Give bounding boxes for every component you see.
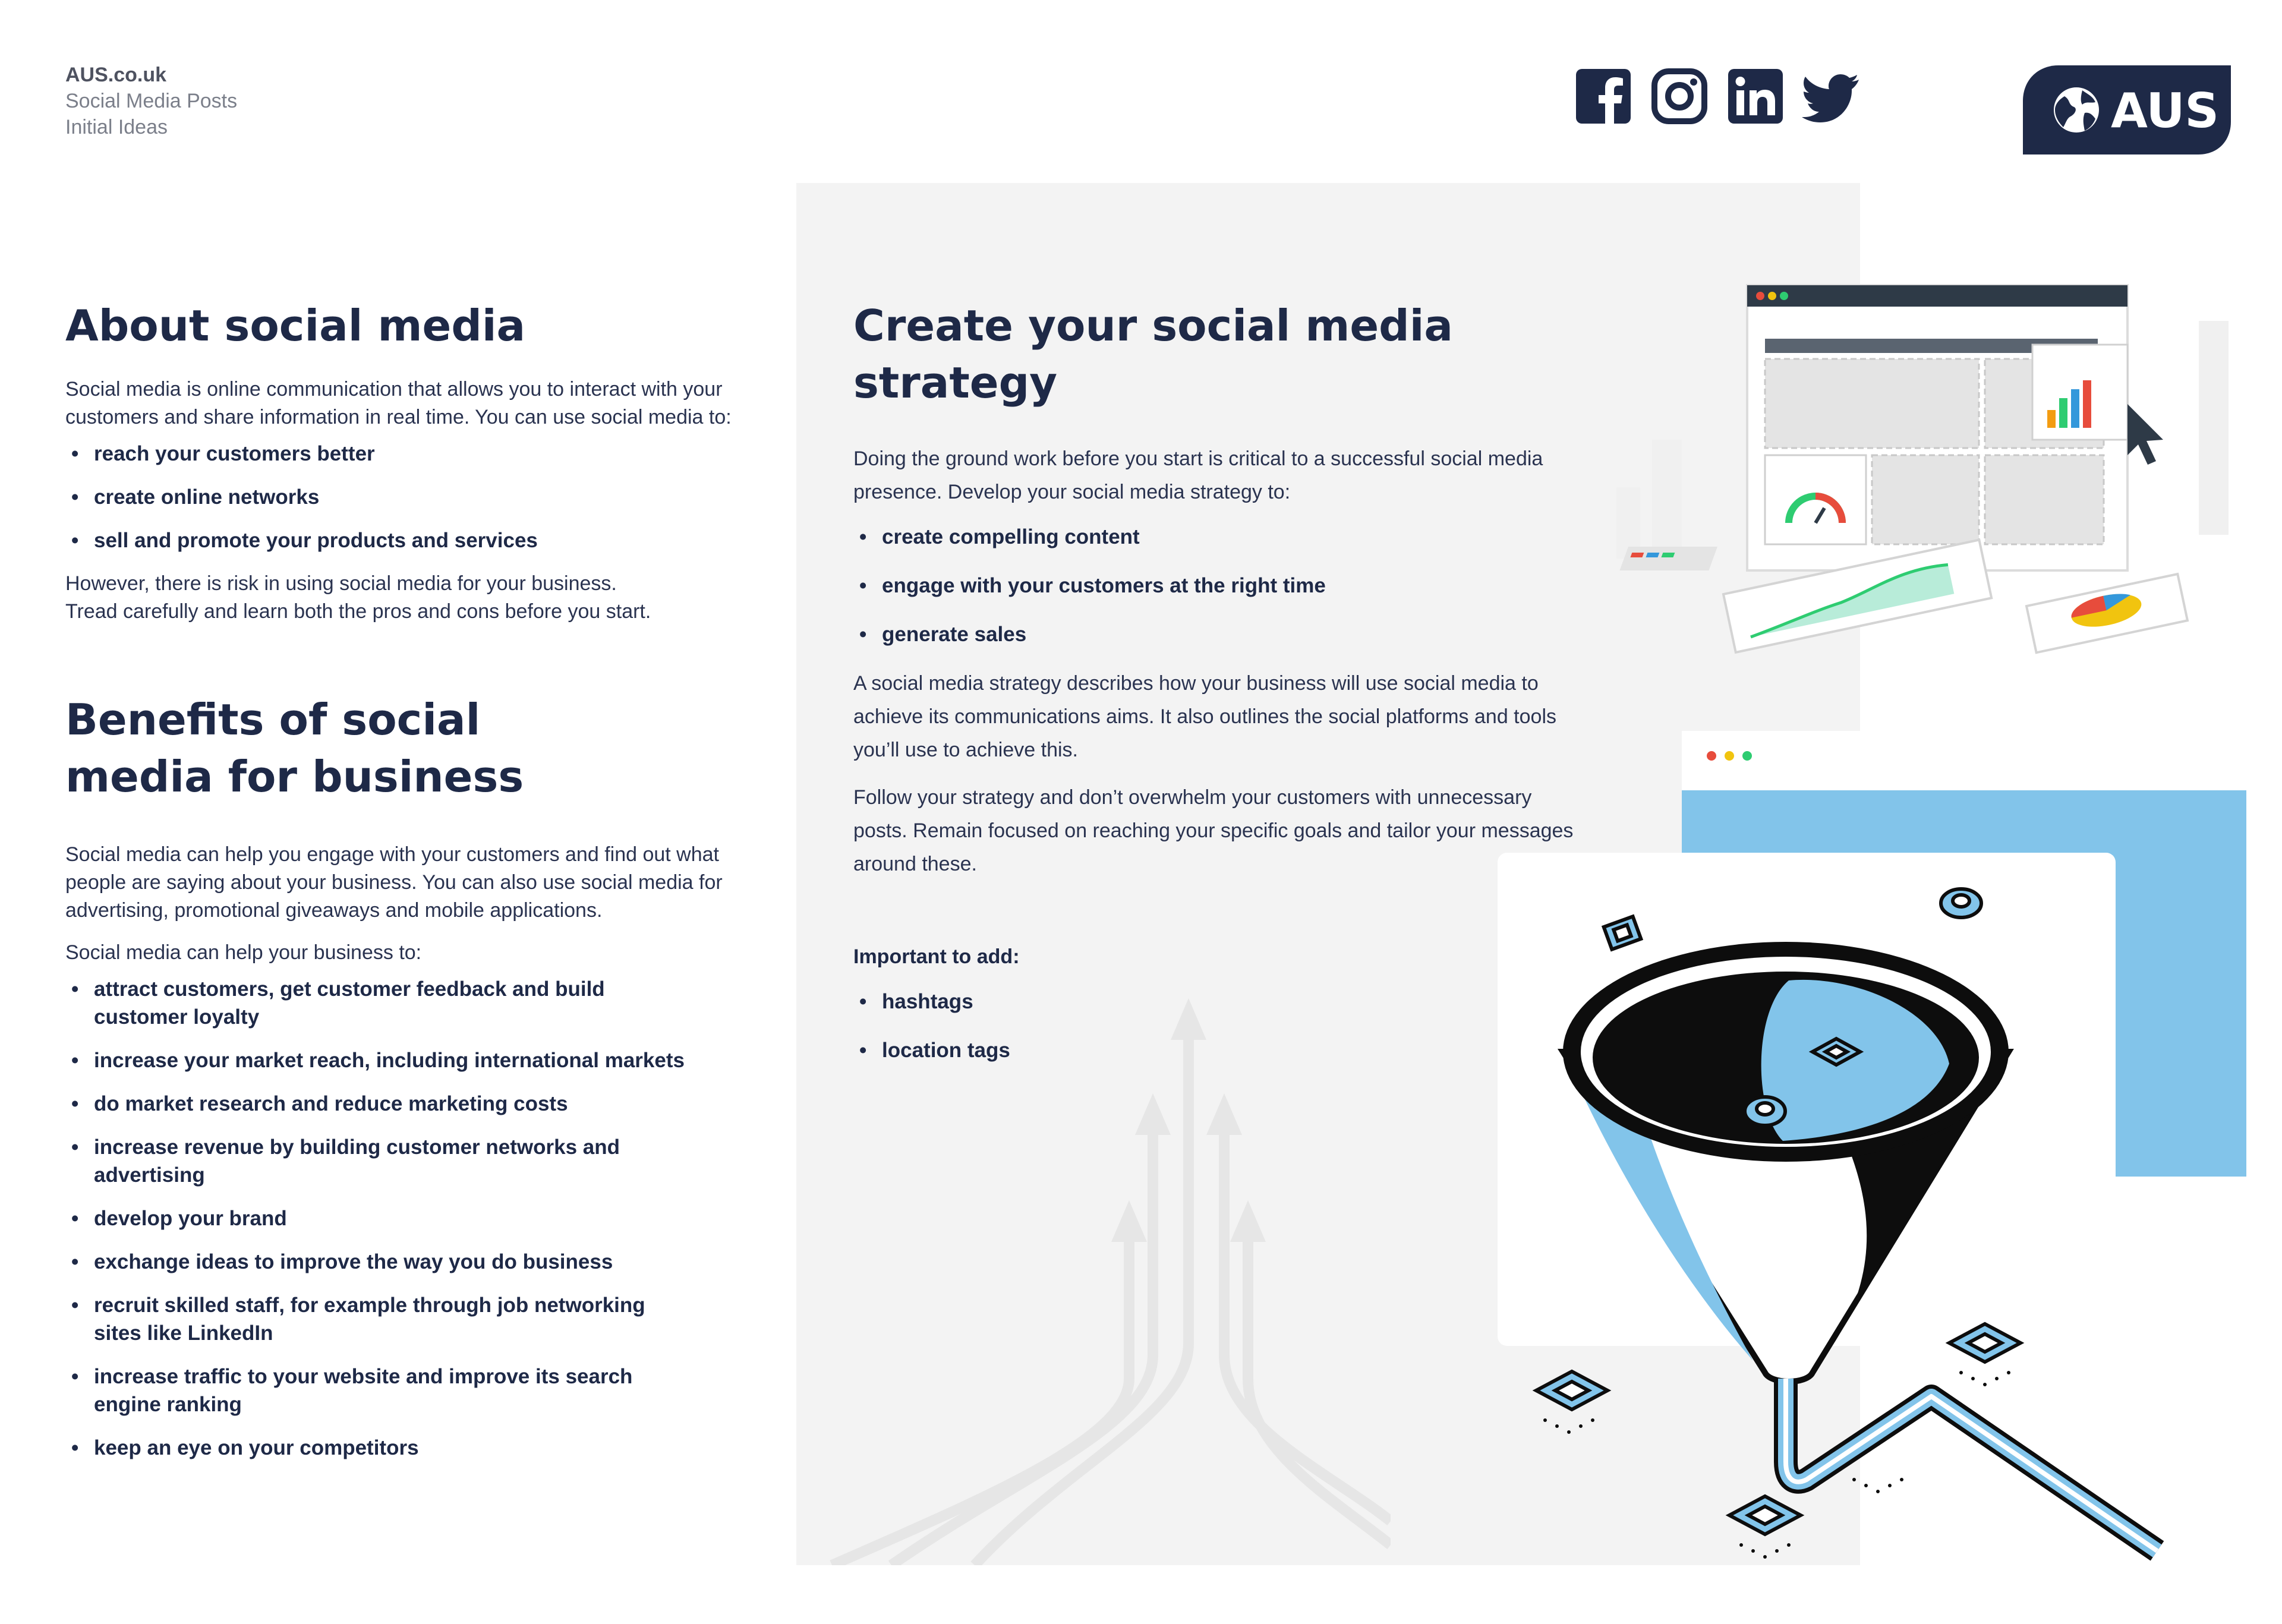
strategy-intro: Doing the ground work before you start is critical to a successful social media presence. Develop your social media strategy to: <box>853 447 1543 503</box>
list-item: • increase traffic to your website and improve its search engine ranking <box>65 1363 688 1418</box>
list-item: • hashtags <box>853 985 1578 1018</box>
strategy-list <box>853 521 1578 651</box>
important-label: Important to add: <box>853 945 1020 968</box>
social-icons <box>1574 67 1861 126</box>
list-item: • create compelling content <box>853 521 1578 554</box>
benefits-intro: Social media can help you engage with your customers and find out what people are saying about your business. You can also use social media for advertising, promotional giveaways and mobile applications. <box>65 843 723 922</box>
left-column <box>65 297 737 1477</box>
about-list <box>65 440 737 554</box>
benefits-heading: Benefits of social media for business <box>65 695 524 802</box>
list-item: • develop your brand <box>65 1204 688 1232</box>
list-item: • location tags <box>853 1034 1578 1067</box>
document-meta <box>65 62 237 140</box>
list-item: • create online networks <box>65 483 737 511</box>
about-heading: About social media <box>65 301 526 351</box>
list-item: • generate sales <box>853 618 1578 651</box>
important-list <box>853 985 1578 1067</box>
strategy-paragraph-1: A social media strategy describes how your business will use social media to achieve its communications aims. It also outlines the social platforms and tools you’ll use to achieve this. <box>853 672 1556 761</box>
about-risk-line-2: Tread carefully and learn both the pros and cons before you start. <box>65 600 651 623</box>
twitter-icon[interactable] <box>1802 67 1861 126</box>
document-subtitle: Social Media Posts <box>65 90 238 112</box>
document-subtitle-2: Initial Ideas <box>65 116 168 138</box>
strategy-heading: Create your social media strategy <box>853 301 1453 408</box>
sales-funnel-illustration <box>1474 731 2246 1563</box>
list-item: • exchange ideas to improve the way you do business <box>65 1248 688 1276</box>
dashboard-illustration <box>1616 261 2234 677</box>
aus-logo <box>2023 65 2231 154</box>
list-item: • attract customers, get customer feedback and build customer loyalty <box>65 975 688 1031</box>
middle-column <box>853 297 1578 1083</box>
about-intro: Social media is online communication that allows you to interact with your customers and share information in real time. You can use social media to: <box>65 378 732 428</box>
list-item: • increase revenue by building customer networks and advertising <box>65 1133 688 1189</box>
benefits-list <box>65 975 737 1462</box>
list-item: • engage with your customers at the right time <box>853 569 1578 603</box>
linkedin-icon[interactable] <box>1726 67 1785 126</box>
strategy-paragraph-2: Follow your strategy and don’t overwhelm your customers with unnecessary posts. Remain focused on reaching your specific goals and tailor your messages around these. <box>853 786 1574 875</box>
list-item: • sell and promote your products and services <box>65 526 737 554</box>
instagram-icon[interactable] <box>1650 67 1709 126</box>
list-item: • reach your customers better <box>65 440 737 468</box>
logo-text: AUS <box>2111 83 2220 138</box>
site-name: AUS.co.uk <box>65 64 167 86</box>
list-item: • keep an eye on your competitors <box>65 1434 688 1462</box>
benefits-lead: Social media can help your business to: <box>65 941 422 964</box>
facebook-icon[interactable] <box>1574 67 1633 126</box>
list-item: • increase your market reach, including international markets <box>65 1046 688 1074</box>
about-risk-line-1: However, there is risk in using social media for your business. <box>65 572 617 595</box>
list-item: • recruit skilled staff, for example through job networking sites like LinkedIn <box>65 1291 688 1347</box>
list-item: • do market research and reduce marketing costs <box>65 1090 688 1118</box>
